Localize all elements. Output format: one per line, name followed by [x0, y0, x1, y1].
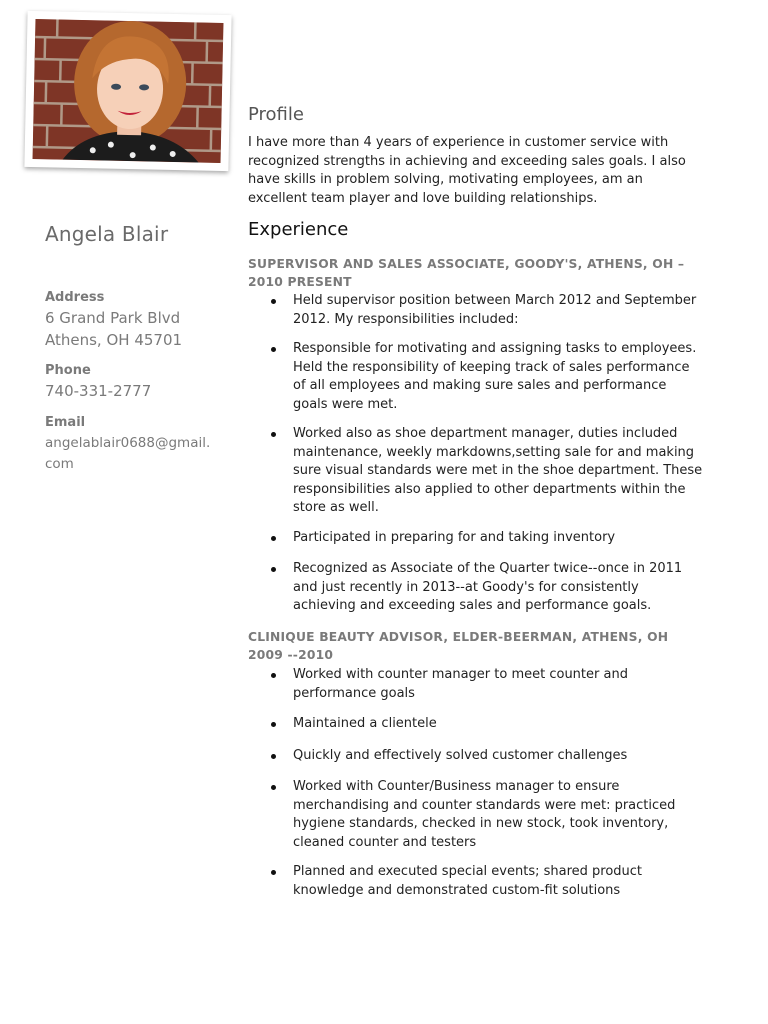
job-bullets-clinique	[248, 666, 703, 900]
list-item: Planned and executed special events; shared product knowledge and demonstrated custom-fit solutions	[248, 863, 703, 900]
phone-label: Phone	[45, 363, 91, 378]
profile-photo	[33, 19, 224, 163]
email-label: Email	[45, 415, 86, 430]
list-item: Maintained a clientele	[248, 715, 703, 734]
candidate-name: Angela Blair	[45, 222, 169, 246]
profile-photo-frame	[24, 11, 231, 171]
experience-heading: Experience	[248, 219, 349, 240]
list-item: Participated in preparing for and taking inventory	[248, 529, 703, 548]
list-item: Responsible for motivating and assigning tasks to employees. Held the responsibility of keeping track of sales performance of all employees and making sure sales and performance goals were met.	[248, 340, 703, 414]
phone-value: 740-331-2777	[45, 382, 152, 400]
job-heading-goodys: SUPERVISOR AND SALES ASSOCIATE, GOODY'S, ATHENS, OH – 2010 PRESENT	[248, 257, 685, 289]
list-item: Worked also as shoe department manager, duties included maintenance, weekly markdowns,setting sale for and making sure visual standards were met in the shoe department. These responsibilities also applied to other departments within the store as well.	[248, 425, 703, 518]
list-item: Quickly and effectively solved customer challenges	[248, 747, 703, 766]
list-item: Held supervisor position between March 2012 and September 2012. My responsibilities included:	[248, 292, 703, 329]
address-line-2: Athens, OH 45701	[45, 331, 183, 349]
profile-heading: Profile	[248, 104, 304, 125]
address-label: Address	[45, 290, 105, 305]
job-heading-clinique: CLINIQUE BEAUTY ADVISOR, ELDER-BEERMAN, ATHENS, OH 2009 --2010	[248, 630, 669, 662]
job-bullets-goodys	[248, 292, 703, 616]
list-item: Worked with counter manager to meet counter and performance goals	[248, 666, 703, 703]
list-item: Worked with Counter/Business manager to ensure merchandising and counter standards were met: practiced hygiene standards, checked in new stock, took inventory, cleaned counter and testers	[248, 778, 703, 852]
portrait-image	[33, 19, 224, 163]
list-item: Recognized as Associate of the Quarter twice--once in 2011 and just recently in 2013--at Goody's for consistently achieving and exceeding sales and performance goals.	[248, 560, 703, 616]
address-line-1: 6 Grand Park Blvd	[45, 309, 181, 327]
email-value: angelablair0688@gmail.com	[45, 435, 211, 472]
profile-summary: I have more than 4 years of experience in customer service with recognized strengths in achieving and exceeding sales goals. I also have skills in problem solving, motivating employees, am an excellent team player and love building relationships.	[248, 135, 686, 206]
